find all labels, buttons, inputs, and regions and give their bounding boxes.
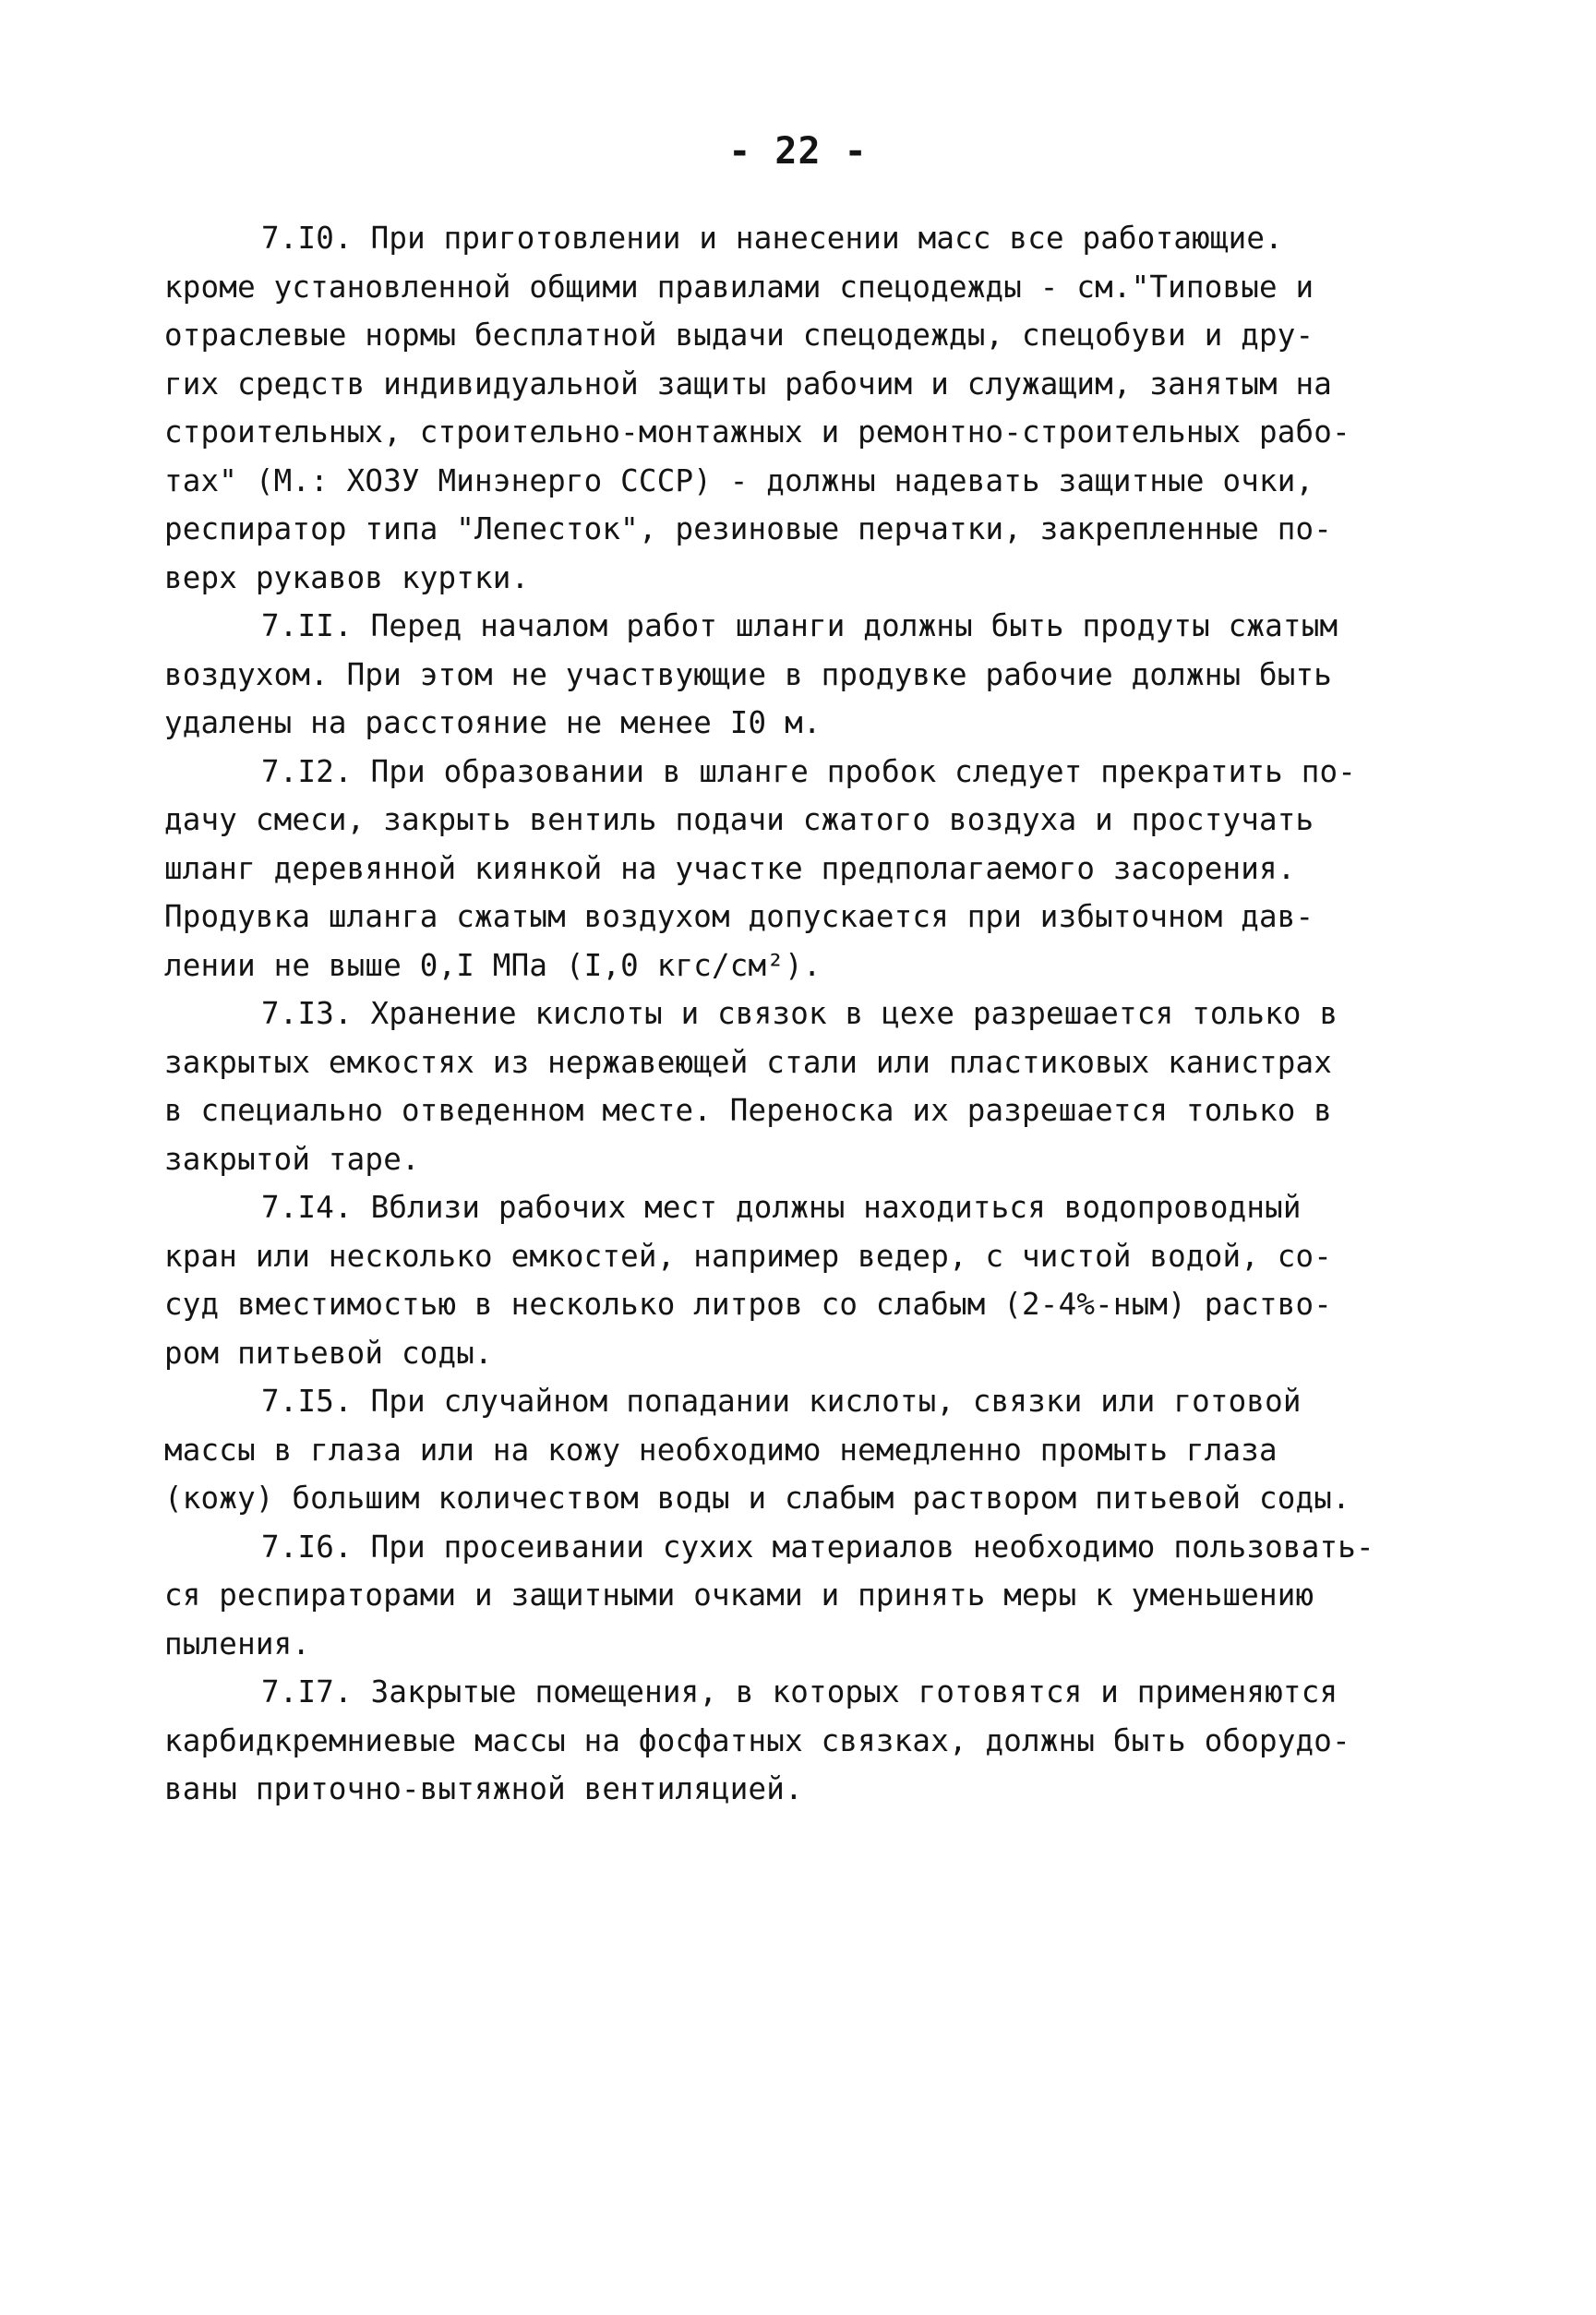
text-line: кроме установленной общими правилами спецодежды - см."Типовые и (164, 269, 1314, 305)
text-line: массы в глаза или на кожу необходимо немедленно промыть глаза (164, 1432, 1278, 1468)
text-line: Продувка шланга сжатым воздухом допускается при избыточном дав- (164, 899, 1314, 934)
text-line: респиратор типа "Лепесток", резиновые перчатки, закрепленные по- (164, 511, 1333, 546)
paragraph-first-line: 7.I5. При случайном попадании кислоты, связки или готовой (261, 1384, 1302, 1419)
page-number: - 22 - (728, 130, 868, 173)
paragraph-first-line: 7.I4. Вблизи рабочих мест должны находиться водопроводный (261, 1190, 1302, 1225)
text-line: дачу смеси, закрыть вентиль подачи сжатого воздуха и простучать (164, 802, 1314, 837)
paragraph-first-line: 7.II. Перед началом работ шланги должны быть продуты сжатым (261, 608, 1338, 643)
text-line: лении не выше 0,I МПа (I,0 кгс/см²). (164, 947, 822, 983)
text-line: строительных, строительно-монтажных и ремонтно-строительных рабо- (164, 414, 1350, 450)
text-line: (кожу) большим количеством воды и слабым раствором питьевой соды. (164, 1481, 1350, 1516)
text-line: удалены на расстояние не менее I0 м. (164, 705, 822, 740)
body-text (164, 214, 1447, 1814)
text-line: ся респираторами и защитными очками и принять меры к уменьшению (164, 1577, 1314, 1613)
text-line: суд вместимостью в несколько литров со слабым (2-4%-ным) раство- (164, 1287, 1333, 1322)
text-line: верх рукавов куртки. (164, 559, 530, 595)
text-line: ваны приточно-вытяжной вентиляцией. (164, 1771, 803, 1806)
text-line: кран или несколько емкостей, например ведер, с чистой водой, со- (164, 1238, 1333, 1274)
text-line: шланг деревянной киянкой на участке предполагаемого засорения. (164, 850, 1296, 886)
paragraph-first-line: 7.I0. При приготовлении и нанесении масс все работающие. (261, 221, 1283, 256)
text-line: карбидкремниевые массы на фосфатных связках, должны быть оборудо- (164, 1722, 1350, 1758)
text-line: гих средств индивидуальной защиты рабочим и служащим, занятым на (164, 366, 1333, 402)
paragraph-first-line: 7.I3. Хранение кислоты и связок в цехе разрешается только в (261, 996, 1338, 1031)
text-line: закрытой таре. (164, 1141, 420, 1177)
text-line: закрытых емкостях из нержавеющей стали или пластиковых канистрах (164, 1044, 1333, 1080)
text-line: ром питьевой соды. (164, 1335, 493, 1371)
paragraph-first-line: 7.I7. Закрытые помещения, в которых готовятся и применяются (261, 1674, 1338, 1709)
text-line: воздухом. При этом не участвующие в продувке рабочие должны быть (164, 656, 1333, 692)
text-line: тах" (М.: ХОЗУ Минэнерго СССР) - должны надевать защитные очки, (164, 462, 1314, 498)
text-line: в специально отведенном месте. Переноска их разрешается только в (164, 1093, 1333, 1128)
paragraph-first-line: 7.I2. При образовании в шланге пробок следует прекратить по- (261, 753, 1356, 789)
text-line: пыления. (164, 1625, 311, 1661)
text-line: отраслевые нормы бесплатной выдачи спецодежды, спецобуви и дру- (164, 318, 1314, 353)
paragraph-first-line: 7.I6. При просеивании сухих материалов необходимо пользовать- (261, 1529, 1374, 1565)
